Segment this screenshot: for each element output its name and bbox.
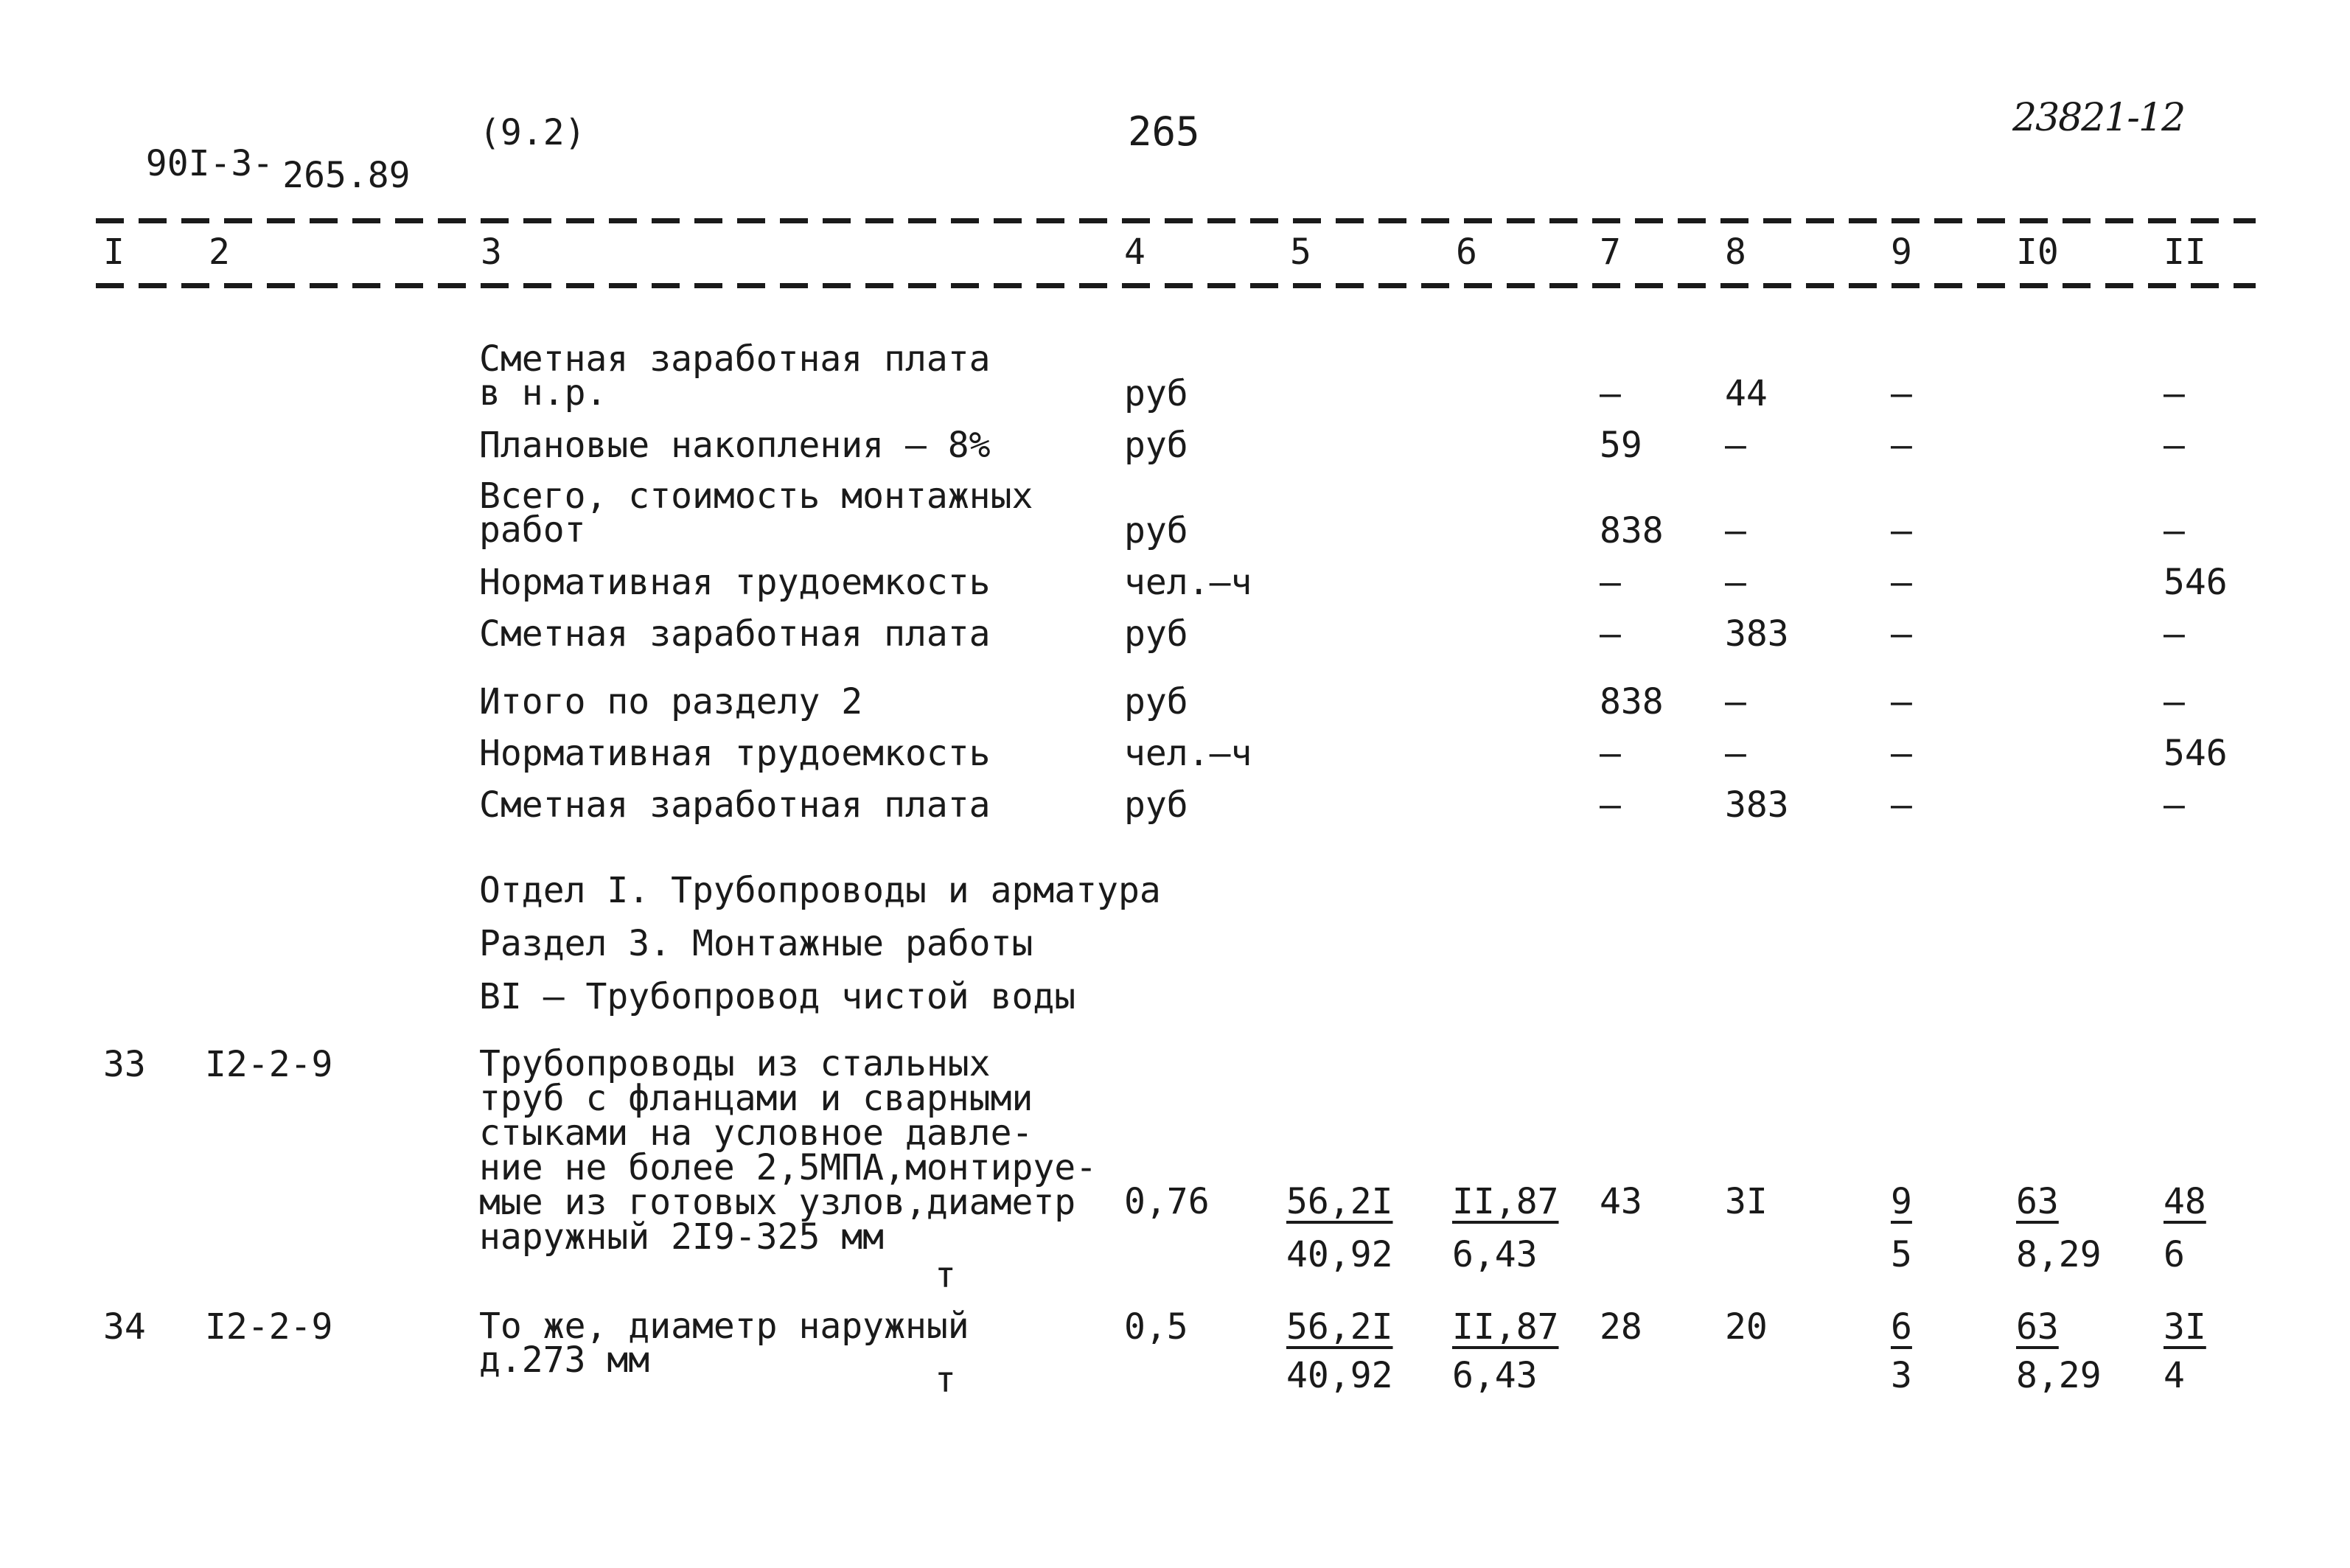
summary-col9: – <box>1891 425 1912 466</box>
heading-pipeline: BI – Трубопровод чистой воды <box>479 976 1076 1017</box>
summary-col11: – <box>2164 510 2185 551</box>
summary-col7: 59 <box>1600 425 1642 466</box>
summary-col9: – <box>1891 373 1912 414</box>
summary-unit: руб <box>1124 613 1188 655</box>
item-col5-bottom: 40,92 <box>1286 1234 1393 1275</box>
item-col5-top: 56,2I <box>1286 1306 1393 1348</box>
item-code: I2-2-9 <box>205 1306 333 1348</box>
summary-label: Нормативная трудоемкость <box>479 733 991 774</box>
item-col7: 28 <box>1600 1306 1642 1348</box>
item-col6-top: II,87 <box>1452 1181 1559 1222</box>
col-header-2: 2 <box>209 231 230 273</box>
summary-col7: – <box>1600 613 1621 655</box>
summary-col7: – <box>1600 733 1621 774</box>
item-col11-bottom: 4 <box>2164 1355 2185 1396</box>
summary-unit: руб <box>1124 681 1188 722</box>
summary-label: Сметная заработная плата в н.р. <box>479 338 991 414</box>
item-quantity: 0,5 <box>1124 1306 1188 1348</box>
item-col11-bottom: 6 <box>2164 1234 2185 1275</box>
summary-col9: – <box>1891 681 1912 722</box>
item-col6-bottom: 6,43 <box>1452 1355 1538 1396</box>
item-col6-top: II,87 <box>1452 1306 1559 1348</box>
item-description: То же, диаметр наружный д.273 мм <box>479 1306 969 1381</box>
summary-col9: – <box>1891 733 1912 774</box>
summary-col8: – <box>1725 733 1746 774</box>
item-number: 33 <box>103 1044 146 1085</box>
page-number: 265 <box>1128 108 1200 155</box>
item-col11-top: 3I <box>2164 1306 2206 1348</box>
item-col5-bottom: 40,92 <box>1286 1355 1393 1396</box>
col-header-5: 5 <box>1290 231 1311 273</box>
item-col10-bottom: 8,29 <box>2016 1234 2102 1275</box>
item-col9-bottom: 3 <box>1891 1355 1912 1396</box>
summary-unit: чел.–ч <box>1124 733 1252 774</box>
col-header-3: 3 <box>481 231 502 273</box>
summary-col9: – <box>1891 613 1912 655</box>
col-header-10: I0 <box>2016 231 2059 273</box>
col-header-6: 6 <box>1456 231 1477 273</box>
item-code: I2-2-9 <box>205 1044 333 1085</box>
item-description: Трубопроводы из стальных труб с фланцами и сварными стыками на условное давле- ние не более 2,5МПА,монтируе- мые из готовых узлов,диаметр наружный 2I9-325 мм <box>479 1043 1098 1258</box>
summary-label: Всего, стоимость монтажных работ <box>479 475 1033 551</box>
item-unit-mark: т <box>935 1359 956 1401</box>
handwritten-ref: 23821-12 <box>2012 96 2185 140</box>
col-header-11: II <box>2164 231 2206 273</box>
item-col8: 3I <box>1725 1181 1768 1222</box>
summary-col8: – <box>1725 510 1746 551</box>
item-col10-top: 63 <box>2016 1181 2059 1222</box>
doc-code-prefix: 90I-3- <box>145 143 274 184</box>
item-col9-top: 9 <box>1891 1181 1912 1222</box>
item-col9-bottom: 5 <box>1891 1234 1912 1275</box>
item-unit-mark: т <box>935 1255 956 1296</box>
summary-col7: – <box>1600 784 1621 826</box>
col-header-9: 9 <box>1891 231 1912 273</box>
summary-col8: 383 <box>1725 613 1789 655</box>
heading-department: Отдел I. Трубопроводы и арматура <box>479 870 1161 911</box>
summary-col7: 838 <box>1600 681 1664 722</box>
summary-unit: руб <box>1124 425 1188 466</box>
item-col6-bottom: 6,43 <box>1452 1234 1538 1275</box>
doc-code-number: 265.89 <box>282 155 411 196</box>
header-rule-bottom <box>96 283 2256 288</box>
item-col10-bottom: 8,29 <box>2016 1355 2102 1396</box>
summary-label: Сметная заработная плата <box>479 613 991 655</box>
doc-code <box>103 111 411 196</box>
item-col8: 20 <box>1725 1306 1768 1348</box>
summary-unit: руб <box>1124 373 1188 414</box>
summary-col11: – <box>2164 613 2185 655</box>
summary-col11: 546 <box>2164 733 2228 774</box>
summary-col8: 383 <box>1725 784 1789 826</box>
summary-col8: – <box>1725 681 1746 722</box>
heading-section: Раздел 3. Монтажные работы <box>479 923 1033 964</box>
summary-unit: руб <box>1124 784 1188 826</box>
summary-col8: – <box>1725 562 1746 603</box>
summary-col11: – <box>2164 425 2185 466</box>
summary-col8: – <box>1725 425 1746 466</box>
item-col7: 43 <box>1600 1181 1642 1222</box>
item-number: 34 <box>103 1306 146 1348</box>
item-col5-top: 56,2I <box>1286 1181 1393 1222</box>
col-header-1: I <box>103 231 125 273</box>
summary-label: Итого по разделу 2 <box>479 681 863 722</box>
summary-col11: – <box>2164 373 2185 414</box>
summary-col11: – <box>2164 784 2185 826</box>
header-rule-top <box>96 218 2256 223</box>
item-col9-top: 6 <box>1891 1306 1912 1348</box>
summary-col9: – <box>1891 562 1912 603</box>
summary-col11: 546 <box>2164 562 2228 603</box>
summary-unit: руб <box>1124 510 1188 551</box>
summary-label: Нормативная трудоемкость <box>479 562 991 603</box>
col-header-8: 8 <box>1725 231 1746 273</box>
summary-unit: чел.–ч <box>1124 562 1252 603</box>
summary-col9: – <box>1891 784 1912 826</box>
summary-label: Сметная заработная плата <box>479 784 991 826</box>
summary-col7: – <box>1600 562 1621 603</box>
col-header-4: 4 <box>1124 231 1146 273</box>
summary-col8: 44 <box>1725 373 1768 414</box>
summary-col7: – <box>1600 373 1621 414</box>
col-header-7: 7 <box>1600 231 1621 273</box>
item-col10-top: 63 <box>2016 1306 2059 1348</box>
item-col11-top: 48 <box>2164 1181 2206 1222</box>
summary-col11: – <box>2164 681 2185 722</box>
summary-col9: – <box>1891 510 1912 551</box>
summary-label: Плановые накопления – 8% <box>479 425 991 466</box>
summary-col7: 838 <box>1600 510 1664 551</box>
item-quantity: 0,76 <box>1124 1181 1210 1222</box>
section-ref: (9.2) <box>479 112 586 153</box>
